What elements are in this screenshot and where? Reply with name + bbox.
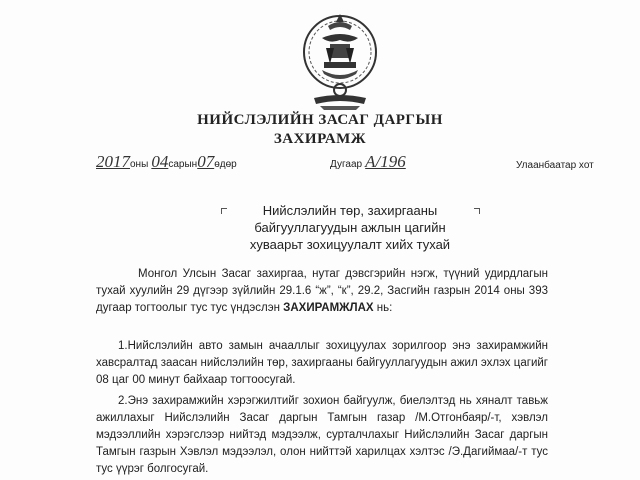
title-line: байгууллагуудын ажлын цагийн — [254, 220, 446, 235]
date-line — [96, 152, 237, 172]
title-line: хуваарьт зохицуулалт хийх тухай — [249, 237, 451, 252]
clause-2: 2.Энэ захирамжийн хэрэгжилтийг зохион байгуулж, биелэлтэд нь хяналт тавьж ажиллахыг Нийслэлийн Засаг даргын Тамгын газар /М.Отгонбаяр/-т, хэвлэл мэдээллийн хэрэгслээр нийтэд мэдээлж, сурталчлахыг Нийслэлийн Засаг даргын Тамгын газрын Хэвлэл мэдээлэл, олон нийттэй харилцах хэлтэс /Э.Дагиймаа/-т тус тус үүрэг болгосугай. — [96, 395, 548, 475]
decree-keyword: ЗАХИРАМЖЛАХ — [283, 302, 374, 314]
title-line: Нийслэлийн төр, захиргааны — [262, 203, 438, 218]
cropped-text-fragment — [96, 474, 516, 480]
org-name: НИЙСЛЭЛИЙН ЗАСАГ ДАРГЫН — [197, 112, 443, 128]
day-handwritten: 07 — [197, 152, 215, 171]
document-title — [200, 202, 500, 253]
year-handwritten: 2017 — [96, 152, 130, 171]
month-suffix: сарын — [168, 159, 198, 170]
clause-1: 1.Нийслэлийн авто замын ачааллыг зохицуулах зорилгоор энэ захирамжийн хавсралтад заасан нийслэлийн төр, захиргааны байгууллагуудын ажил эхлэх цагийг 08 цаг 00 минут байхаар тогтоосугай. — [96, 340, 548, 386]
day-suffix: өдөр — [214, 159, 237, 170]
document-number — [330, 152, 406, 172]
preamble-paragraph — [96, 266, 548, 317]
preamble-text: Монгол Улсын Засаг захиргаа, нутаг дэвсгэрийн нэгж, түүний удирдлагын тухай хуулийн 29 дүгээр зүйлийн 29.1.6 “ж”, “к”, 29.2, Засгийн газрын 2014 оны 393 дугаар тогтоолыг тус тус үндэслэн — [96, 268, 548, 314]
month-handwritten: 04 — [151, 152, 169, 171]
document-type: ЗАХИРАМЖ — [273, 131, 367, 147]
state-emblem-icon — [300, 8, 380, 112]
number-handwritten: A/196 — [365, 152, 406, 171]
preamble-end: нь: — [373, 302, 393, 314]
number-label: Дугаар — [330, 159, 363, 170]
city-name: Улаанбаатар хот — [516, 160, 594, 171]
year-suffix: оны — [130, 159, 149, 170]
